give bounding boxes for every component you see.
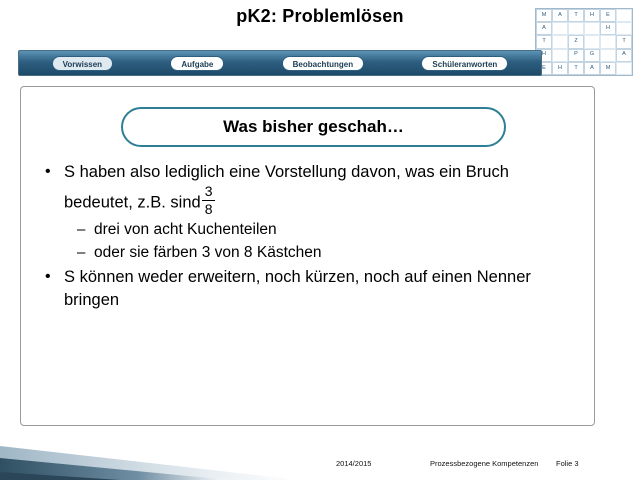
nav-item-aufgabe[interactable]: Aufgabe xyxy=(170,56,224,71)
content-card xyxy=(20,86,595,426)
grid-cell: E xyxy=(600,9,616,22)
grid-cell xyxy=(552,49,568,62)
grid-cell: T xyxy=(536,35,552,48)
grid-cell: H xyxy=(600,22,616,35)
section-heading-label: Was bisher geschah… xyxy=(223,117,404,136)
footer-date: 2014/2015 xyxy=(336,459,372,468)
grid-cell xyxy=(552,22,568,35)
page-title: pK2: Problemlösen xyxy=(236,6,404,26)
footer-page-number: Folie 3 xyxy=(556,459,579,468)
grid-cell xyxy=(616,22,632,35)
grid-cell: T xyxy=(616,35,632,48)
bullet-marker: – xyxy=(77,220,86,238)
grid-cell: H xyxy=(536,49,552,62)
list-item-text: S haben also lediglich eine Vorstellung davon, was ein Bruch bedeutet, z.B. sind xyxy=(64,163,509,212)
list-item xyxy=(37,266,582,313)
letter-grid-decoration xyxy=(535,8,633,76)
grid-cell: A xyxy=(616,49,632,62)
navigation-bar xyxy=(18,50,542,76)
nav-item-beobachtungen[interactable]: Beobachtungen xyxy=(282,56,364,71)
list-item-text: drei von acht Kuchenteilen xyxy=(94,220,277,238)
grid-cell: A xyxy=(536,22,552,35)
nav-item-vorwissen[interactable]: Vorwissen xyxy=(52,56,113,71)
grid-cell: H xyxy=(552,62,568,75)
grid-cell xyxy=(616,62,632,75)
grid-cell: M xyxy=(600,62,616,75)
grid-cell: Z xyxy=(568,35,584,48)
bullet-marker: • xyxy=(45,267,51,285)
grid-cell: T xyxy=(568,9,584,22)
list-item-text: S können weder erweitern, noch kürzen, noch auf einen Nenner bringen xyxy=(64,267,531,310)
grid-cell: H xyxy=(584,9,600,22)
grid-cell xyxy=(584,22,600,35)
fraction-denominator: 8 xyxy=(204,201,213,218)
grid-cell xyxy=(552,35,568,48)
bullet-marker: – xyxy=(77,244,86,262)
footer-decoration xyxy=(0,432,640,480)
grid-cell: G xyxy=(584,49,600,62)
fraction-three-eighths xyxy=(202,184,216,216)
footer-topic: Prozessbezogene Kompetenzen xyxy=(430,459,539,468)
grid-cell: T xyxy=(568,62,584,75)
grid-cell: E xyxy=(536,62,552,75)
grid-cell xyxy=(616,9,632,22)
grid-cell xyxy=(568,22,584,35)
grid-cell xyxy=(584,35,600,48)
grid-cell: P xyxy=(568,49,584,62)
fraction-numerator: 3 xyxy=(204,183,213,200)
grid-cell: A xyxy=(584,62,600,75)
list-item xyxy=(37,219,582,241)
list-item xyxy=(37,161,582,217)
list-item xyxy=(37,242,582,264)
list-item-text: oder sie färben 3 von 8 Kästchen xyxy=(94,244,322,262)
grid-cell: A xyxy=(552,9,568,22)
bullet-list xyxy=(37,161,582,315)
nav-item-schuelerantworten[interactable]: Schüleranworten xyxy=(421,56,508,71)
grid-cell: M xyxy=(536,9,552,22)
bullet-marker: • xyxy=(45,163,51,180)
section-heading xyxy=(121,107,506,147)
grid-cell xyxy=(600,35,616,48)
grid-cell xyxy=(600,49,616,62)
